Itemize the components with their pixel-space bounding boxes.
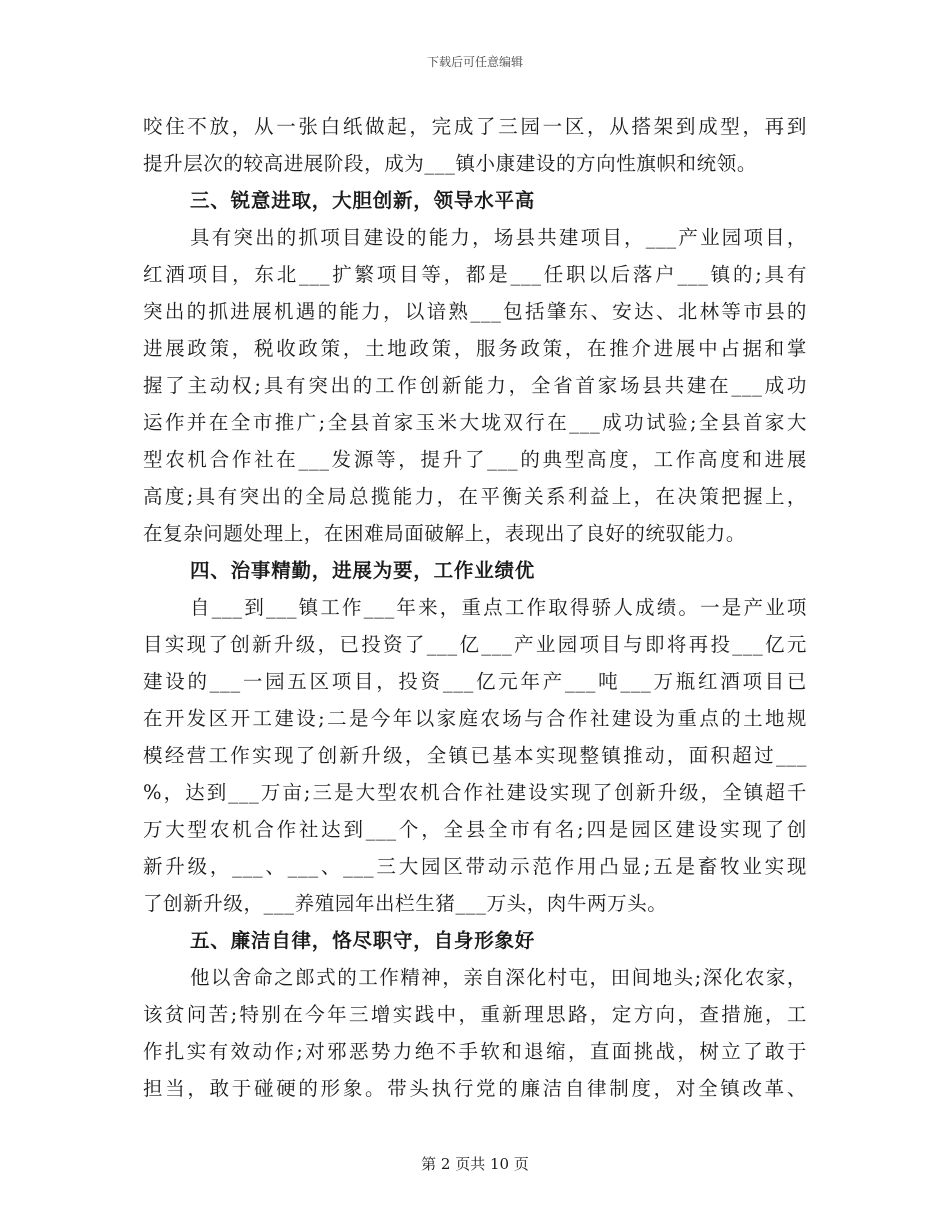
page-header: 下载后可任意编辑: [426, 55, 523, 69]
text-line: 作扎实有效动作;对邪恶势力绝不手软和退缩，直面挑战，树立了敢于: [143, 1040, 807, 1063]
section-heading: 三、锐意进取，大胆创新，领导水平高: [190, 189, 536, 212]
text-line: %，达到___万亩;三是大型农机合作社建设实现了创新升级，全镇超千: [143, 781, 807, 804]
text-line: 模经营工作实现了创新升级，全镇已基本实现整镇推动，面积超过___: [143, 744, 807, 767]
text-line: 红酒项目，东北___扩繁项目等，都是___任职以后落户___镇的;具有: [143, 263, 807, 286]
section-heading: 五、廉洁自律，恪尽职守，自身形象好: [190, 929, 536, 952]
text-line: 建设的___一园五区项目，投资___亿元年产___吨___万瓶红酒项目已: [143, 670, 807, 693]
text-line: 担当，敢于碰硬的形象。带头执行党的廉洁自律制度，对全镇改革、: [143, 1077, 807, 1100]
text-line: 他以舍命之郎式的工作精神，亲自深化村屯，田间地头;深化农家，: [190, 966, 807, 989]
text-line: 突出的抓进展机遇的能力，以谙熟___包括肇东、安达、北林等市县的: [143, 300, 807, 323]
text-line: 新升级，___、___、___三大园区带动示范作用凸显;五是畜牧业实现: [143, 855, 807, 878]
text-line: 具有突出的抓项目建设的能力，场县共建项目，___产业园项目，: [190, 226, 807, 249]
text-line: 运作并在全市推广;全县首家玉米大垅双行在___成功试验;全县首家大: [143, 411, 807, 434]
text-line: 在复杂问题处理上，在困难局面破解上，表现出了良好的统驭能力。: [143, 522, 747, 545]
page-footer: 第 2 页共 10 页: [421, 1155, 529, 1173]
text-line: 目实现了创新升级，已投资了___亿___产业园项目与即将再投___亿元: [143, 633, 807, 656]
text-line: 自___到___镇工作___年来，重点工作取得骄人成绩。一是产业项: [190, 596, 807, 619]
text-line: 高度;具有突出的全局总揽能力，在平衡关系利益上，在决策把握上，: [143, 485, 807, 508]
text-line: 握了主动权;具有突出的工作创新能力，全省首家场县共建在___成功: [143, 374, 807, 397]
document-body: [143, 108, 807, 1107]
text-line: 型农机合作社在___发源等，提升了___的典型高度，工作高度和进展: [143, 448, 807, 471]
text-line: 提升层次的较高进展阶段，成为___镇小康建设的方向性旗帜和统领。: [143, 152, 757, 175]
text-line: 进展政策，税收政策，土地政策，服务政策，在推介进展中占据和掌: [143, 337, 807, 360]
text-line: 万大型农机合作社达到___个，全县全市有名;四是园区建设实现了创: [143, 818, 807, 841]
text-line: 了创新升级，___养殖园年出栏生猪___万头，肉牛两万头。: [143, 892, 668, 915]
text-line: 该贫问苦;特别在今年三增实践中，重新理思路，定方向，查措施，工: [143, 1003, 807, 1026]
text-line: 咬住不放，从一张白纸做起，完成了三园一区，从搭架到成型，再到: [143, 115, 807, 138]
text-line: 在开发区开工建设;二是今年以家庭农场与合作社建设为重点的土地规: [143, 707, 807, 730]
section-heading: 四、治事精勤，进展为要，工作业绩优: [190, 559, 536, 582]
